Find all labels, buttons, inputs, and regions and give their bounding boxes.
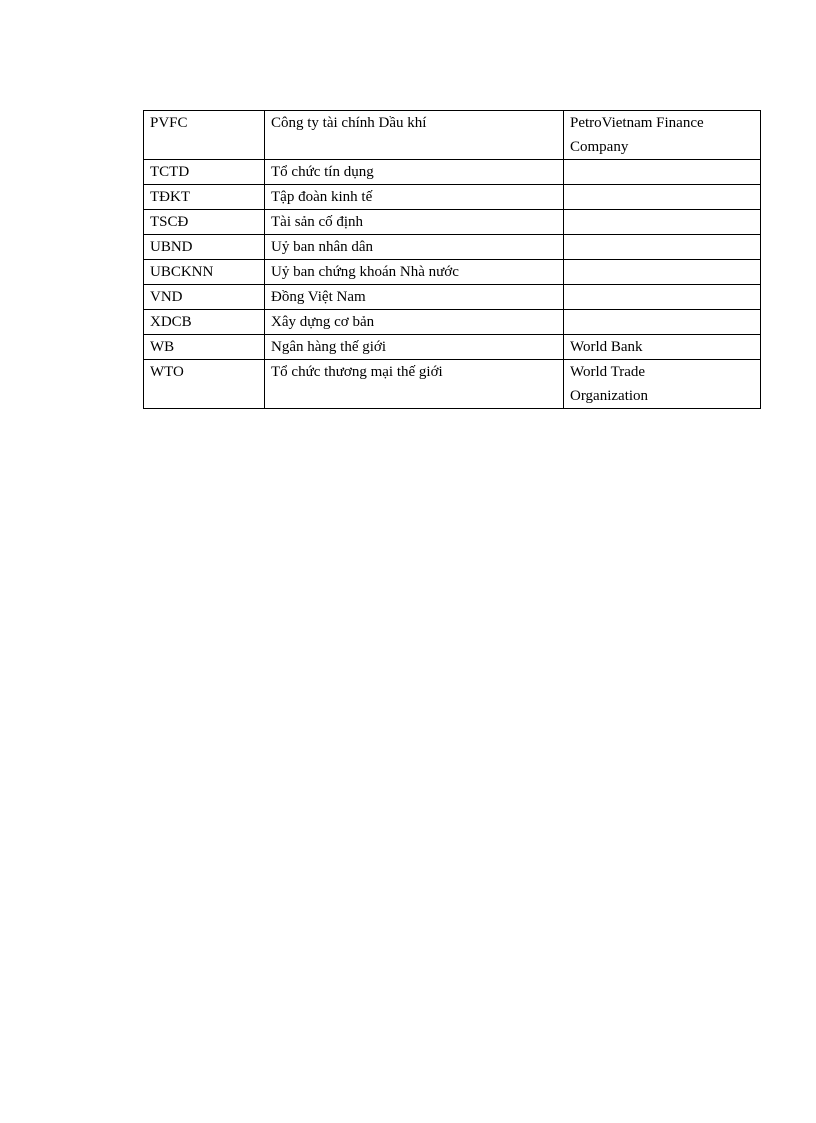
table-row xyxy=(144,285,761,310)
abbr-cell: TSCĐ xyxy=(144,210,265,235)
table-row xyxy=(144,260,761,285)
table-row xyxy=(144,111,761,160)
abbr-cell: UBND xyxy=(144,235,265,260)
vietnamese-cell: Ngân hàng thế giới xyxy=(265,335,564,360)
vietnamese-cell: Tổ chức tín dụng xyxy=(265,160,564,185)
abbr-cell: VND xyxy=(144,285,265,310)
abbr-cell: TCTD xyxy=(144,160,265,185)
english-line: World Trade xyxy=(570,364,646,380)
vietnamese-cell: Đồng Việt Nam xyxy=(265,285,564,310)
table-row xyxy=(144,185,761,210)
abbr-cell: WB xyxy=(144,335,265,360)
vietnamese-cell: Uỷ ban chứng khoán Nhà nước xyxy=(265,260,564,285)
vietnamese-cell: Tổ chức thương mại thế giới xyxy=(265,360,564,409)
english-cell xyxy=(564,285,761,310)
english-cell xyxy=(564,310,761,335)
english-line: PetroVietnam Finance xyxy=(570,115,704,131)
english-cell xyxy=(564,235,761,260)
abbr-cell: XDCB xyxy=(144,310,265,335)
abbreviation-table xyxy=(143,110,761,409)
abbr-cell: TĐKT xyxy=(144,185,265,210)
vietnamese-cell: Xây dựng cơ bản xyxy=(265,310,564,335)
abbr-cell: UBCKNN xyxy=(144,260,265,285)
table-row xyxy=(144,335,761,360)
table-row xyxy=(144,310,761,335)
english-cell xyxy=(564,210,761,235)
english-cell xyxy=(564,185,761,210)
table-row xyxy=(144,210,761,235)
english-cell xyxy=(564,160,761,185)
vietnamese-cell: Uỷ ban nhân dân xyxy=(265,235,564,260)
vietnamese-cell: Công ty tài chính Dầu khí xyxy=(265,111,564,160)
english-cell xyxy=(564,260,761,285)
table-row xyxy=(144,360,761,409)
english-cell xyxy=(564,360,761,409)
english-line: Company xyxy=(570,139,629,155)
table-row xyxy=(144,160,761,185)
table-row xyxy=(144,235,761,260)
english-cell xyxy=(564,111,761,160)
vietnamese-cell: Tập đoàn kinh tế xyxy=(265,185,564,210)
vietnamese-cell: Tài sản cố định xyxy=(265,210,564,235)
english-line: Organization xyxy=(570,388,649,404)
abbr-cell: WTO xyxy=(144,360,265,409)
abbr-cell: PVFC xyxy=(144,111,265,160)
english-cell: World Bank xyxy=(564,335,761,360)
